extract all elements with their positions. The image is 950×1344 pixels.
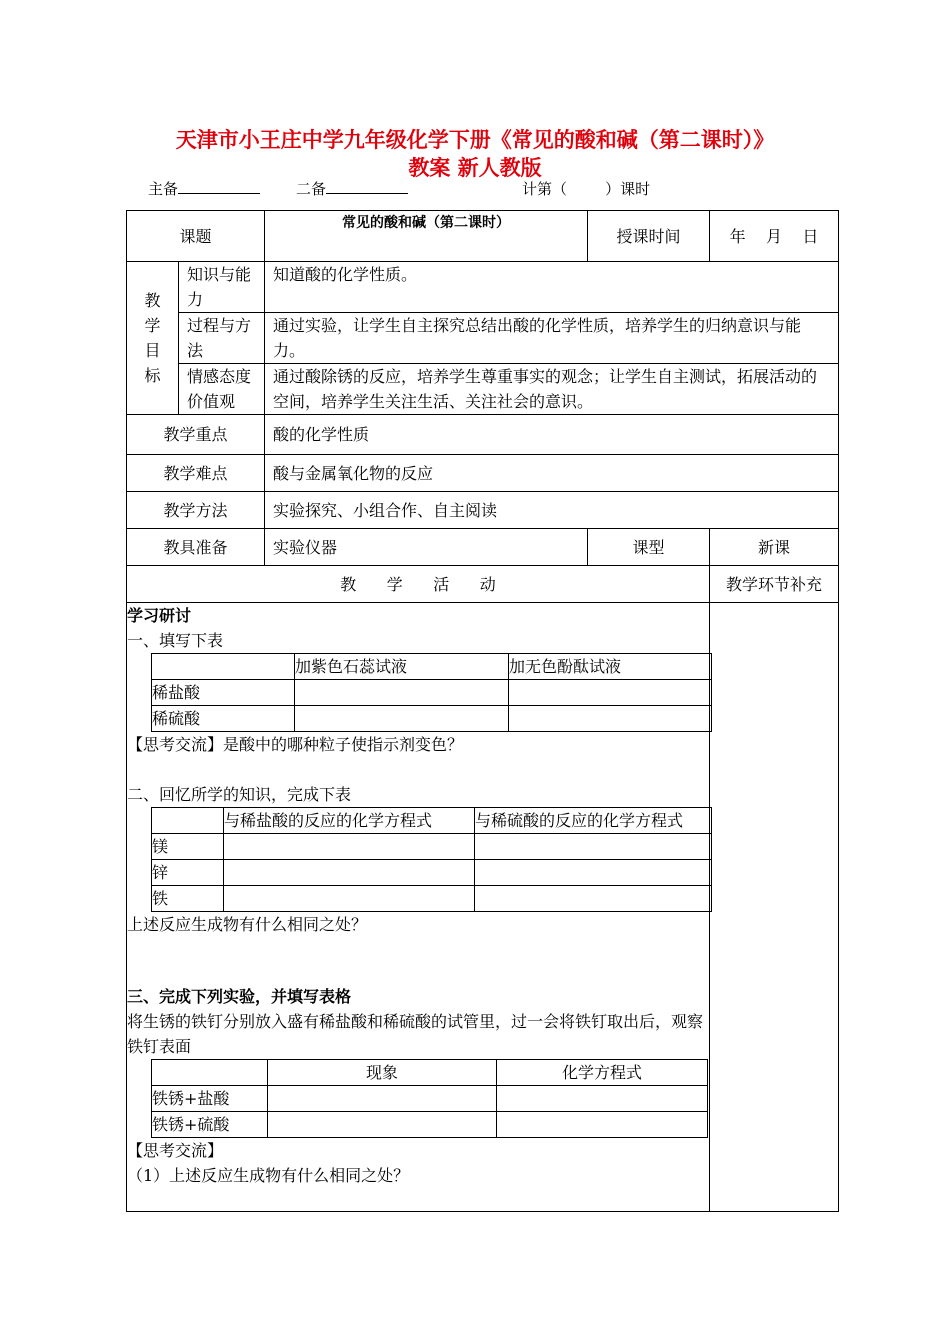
goal-label-emotion: 情感态度价值观 (179, 364, 265, 415)
difficulty-value: 酸与金属氧化物的反应 (265, 455, 839, 492)
row-label-cell: 稀硫酸 (152, 706, 295, 732)
answer-cell[interactable] (268, 1086, 497, 1112)
table-row (152, 860, 712, 886)
row-label-cell: 锌 (152, 860, 224, 886)
answer-cell[interactable] (268, 1112, 497, 1138)
metal-reaction-table (151, 807, 712, 912)
jidi-label: 计第（ ）课时 (522, 180, 651, 198)
supplement-header: 教学环节补充 (710, 566, 839, 603)
topic-value: 常见的酸和碱（第二课时） (265, 211, 588, 262)
table-row (152, 706, 712, 732)
answer-cell[interactable] (497, 1112, 708, 1138)
zhubei-blank (178, 179, 260, 194)
erbei-label: 二备 (296, 180, 327, 198)
answer-cell[interactable] (295, 680, 509, 706)
table-header-cell (152, 808, 224, 834)
answer-cell[interactable] (224, 860, 475, 886)
answer-cell[interactable] (475, 860, 712, 886)
table-row (152, 680, 712, 706)
table-header-cell: 加无色酚酞试液 (509, 654, 712, 680)
row-label-cell: 铁锈+硫酸 (152, 1112, 268, 1138)
zhubei-field (148, 178, 260, 199)
table-header-cell: 化学方程式 (497, 1060, 708, 1086)
document-title-line1: 天津市小王庄中学九年级化学下册《常见的酸和碱（第二课时）》 (175, 128, 775, 152)
table-header-cell: 加紫色石蕊试液 (295, 654, 509, 680)
type-label: 课型 (588, 529, 710, 566)
key-value: 酸的化学性质 (265, 415, 839, 455)
goals-label: 教学目标 (127, 262, 179, 415)
lesson-plan-table (126, 210, 839, 1212)
answer-cell[interactable] (475, 886, 712, 912)
table-row (152, 1086, 708, 1112)
goal-label-process: 过程与方法 (179, 313, 265, 364)
erbei-blank (326, 179, 408, 194)
answer-cell[interactable] (509, 680, 712, 706)
topic-label: 课题 (127, 211, 265, 262)
part1-title: 一、填写下表 (127, 631, 224, 650)
answer-cell[interactable] (497, 1086, 708, 1112)
table-header-cell (152, 1060, 268, 1086)
table-header-cell: 与稀硫酸的反应的化学方程式 (475, 808, 712, 834)
part3-description: 将生锈的铁钉分别放入盛有稀盐酸和稀硫酸的试管里，过一会将铁钉取出后，观察铁钉表面 (127, 1012, 704, 1056)
supplement-cell[interactable] (710, 603, 839, 1212)
time-label: 授课时间 (588, 211, 710, 262)
row-label-cell: 稀盐酸 (152, 680, 295, 706)
table-header-cell: 现象 (268, 1060, 497, 1086)
document-title-line2: 教案 新人教版 (408, 156, 542, 180)
answer-cell[interactable] (224, 834, 475, 860)
answer-cell[interactable] (295, 706, 509, 732)
table-row (152, 654, 712, 680)
part2-title: 二、回忆所学的知识，完成下表 (127, 785, 352, 804)
goal-text-process: 通过实验，让学生自主探究总结出酸的化学性质，培养学生的归纳意识与能力。 (265, 313, 839, 364)
row-label-cell: 铁锈+盐酸 (152, 1086, 268, 1112)
activity-content (127, 603, 710, 1212)
table-row (152, 834, 712, 860)
table-header-cell (152, 654, 295, 680)
indicator-table (151, 653, 712, 732)
table-header-cell: 与稀盐酸的反应的化学方程式 (224, 808, 475, 834)
answer-cell[interactable] (509, 706, 712, 732)
activity-header: 教 学 活 动 (127, 566, 710, 603)
difficulty-label: 教学难点 (127, 455, 265, 492)
zhubei-label: 主备 (148, 180, 179, 198)
tools-label: 教具准备 (127, 529, 265, 566)
answer-cell[interactable] (475, 834, 712, 860)
think-question-1: 【思考交流】是酸中的哪种粒子使指示剂变色？ (127, 735, 464, 754)
think-title-3: 【思考交流】 (127, 1141, 224, 1160)
goal-text-emotion: 通过酸除锈的反应，培养学生尊重事实的观念；让学生自主测试，拓展活动的空间，培养学生关注生活、关注社会的意识。 (265, 364, 839, 415)
think-question-3-1: （1）上述反应生成物有什么相同之处？ (127, 1166, 410, 1185)
question-2: 上述反应生成物有什么相同之处？ (127, 915, 368, 934)
goal-text-knowledge: 知道酸的化学性质。 (265, 262, 839, 313)
method-value: 实验探究、小组合作、自主阅读 (265, 492, 839, 529)
table-row (152, 886, 712, 912)
tools-value: 实验仪器 (265, 529, 588, 566)
method-label: 教学方法 (127, 492, 265, 529)
time-value: 年 月 日 (710, 211, 839, 262)
answer-cell[interactable] (224, 886, 475, 912)
table-row (152, 1112, 708, 1138)
row-label-cell: 铁 (152, 886, 224, 912)
section-title: 学习研讨 (127, 606, 192, 625)
rust-reaction-table (151, 1059, 708, 1138)
part3-title: 三、完成下列实验，并填写表格 (127, 987, 352, 1006)
goal-label-knowledge: 知识与能力 (179, 262, 265, 313)
erbei-field (296, 178, 408, 199)
table-row (152, 1060, 708, 1086)
table-row (152, 808, 712, 834)
row-label-cell: 镁 (152, 834, 224, 860)
type-value: 新课 (710, 529, 839, 566)
key-label: 教学重点 (127, 415, 265, 455)
